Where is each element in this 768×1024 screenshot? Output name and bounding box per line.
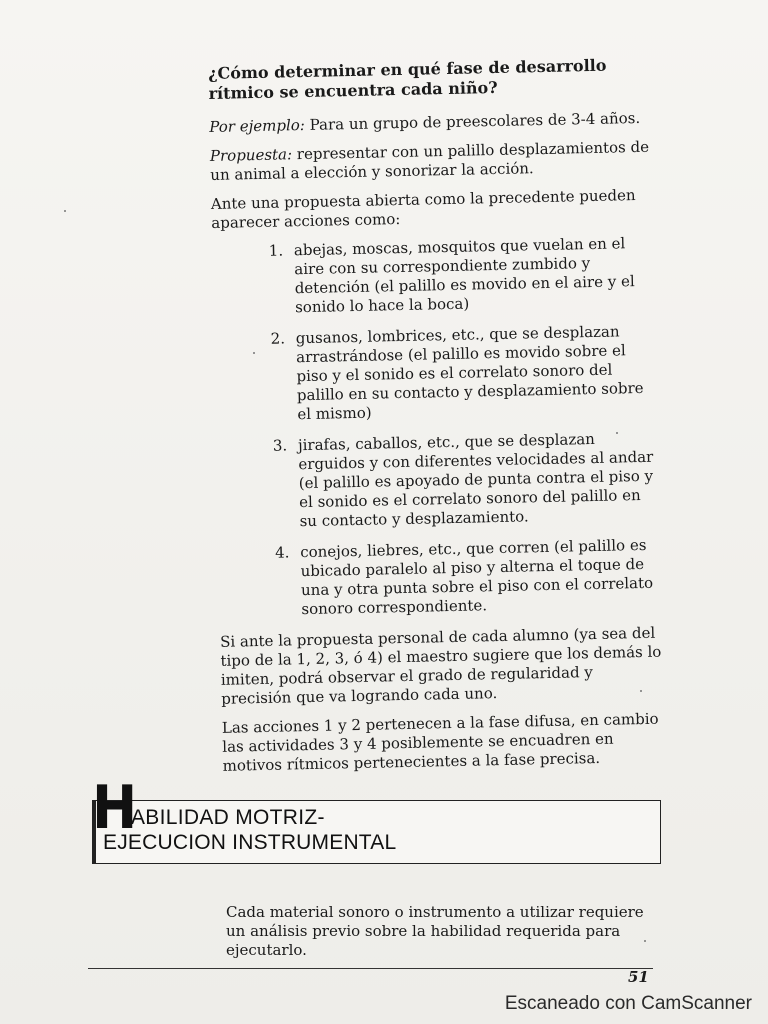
page-number: 51: [628, 968, 649, 986]
main-text-block: [208, 55, 668, 786]
scanner-watermark: Escaneado con CamScanner: [504, 993, 752, 1014]
list-item: 4. conejos, liebres, etc., que corren (el palillo es ubicado paralelo al piso y alterna el toque de una y otra punta sobre el piso con el correlato sonoro correspondiente.: [294, 536, 665, 620]
proposal-paragraph: [210, 138, 656, 185]
scan-speck: [64, 210, 66, 212]
section-title-line-2: EJECUCION INSTRUMENTAL: [103, 831, 397, 854]
section-question-heading: ¿Cómo determinar en qué fase de desarrollo rítmico se encuentra cada niño?: [208, 55, 607, 103]
phases-paragraph: Las acciones 1 y 2 pertenecen a la fase difusa, en cambio las actividades 3 y 4 posiblemente se encuadren en motivos rítmicos pertenecientes a la fase precisa.: [221, 709, 659, 775]
scan-speck: [253, 352, 255, 354]
proposal-label: Propuesta:: [209, 145, 293, 165]
list-item: 1. abejas, moscas, mosquitos que vuelan en el aire con su correspondiente zumbido y detención (el palillo es movido en el aire y el sonido lo hace la boca): [288, 234, 659, 318]
scan-speck: [644, 940, 646, 942]
actions-list: [212, 234, 665, 621]
imitation-paragraph: Si ante la propuesta personal de cada alumno (ya sea del tipo de la 1, 2, 3, ó 4) el maestro sugiere que los demás lo imiten, podrá observar el grado de regularidad y precisión que va logrando cada uno.: [219, 623, 662, 708]
example-label: Por ejemplo:: [209, 115, 306, 136]
example-text: Para un grupo de preescolares de 3-4 años.: [304, 108, 641, 134]
list-intro-paragraph: Ante una propuesta abierta como la precedente pueden aparecer acciones como:: [210, 186, 636, 232]
list-item: 2. gusanos, lombrices, etc., que se desplazan arrastrándose (el palillo es movido sobre el piso y el sonido es el correlato sonoro del palillo en su contacto y desplazamiento sobre el mismo): [290, 322, 661, 425]
section-title-line-1: ABILIDAD MOTRIZ-: [131, 806, 325, 829]
list-item: 3. jirafas, caballos, etc., que se desplazan erguidos y con diferentes velocidades al andar (el palillo es apoyado de punta contra el piso y el sonido es el correlato sonoro del palillo en su contacto y desplazamiento.: [292, 429, 663, 532]
proposal-text: representar con un palillo desplazamientos de un animal a elección y sonorizar la acción.: [210, 137, 650, 184]
scan-speck: [640, 690, 642, 692]
section-drop-cap: H: [92, 773, 138, 843]
footer-rule: [88, 968, 653, 969]
example-paragraph: [209, 109, 654, 137]
scan-speck: [616, 432, 618, 434]
section-intro-paragraph: Cada material sonoro o instrumento a utilizar requiere un análisis previo sobre la habilidad requerida para ejecutarlo.: [226, 903, 644, 959]
